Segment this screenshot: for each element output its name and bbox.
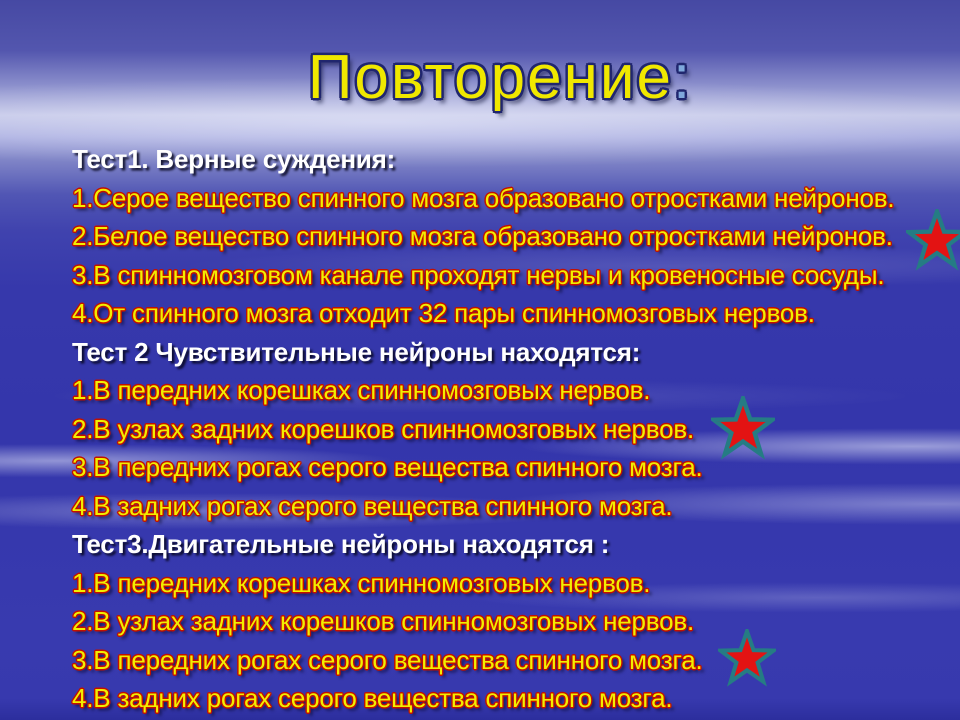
list-item: 4.От спинного мозга отходит 32 пары спинномозговых нервов. (72, 298, 815, 328)
list-item: 1.В передних корешках спинномозговых нервов. (72, 567, 651, 598)
list-item: 4.В задних рогах серого вещества спинного мозга. (72, 490, 673, 521)
section-header-test3: Тест3.Двигательные нейроны находятся : (72, 529, 610, 559)
slide-title-text: Повторение (307, 43, 673, 112)
list-item: 2.В узлах задних корешков спинномозговых нервов. (72, 606, 694, 636)
star-icon (906, 209, 960, 271)
list-item: 3.В спинномозговом канале проходят нервы и кровеносные сосуды. (72, 259, 885, 290)
slide-title (20, 42, 960, 113)
list-item: 1.В передних корешках спинномозговых нервов. (72, 375, 651, 405)
section-header-test1: Тест1. Верные суждения: (72, 144, 396, 174)
list-item: 3.В передних рогах серого вещества спинного мозга. (72, 452, 703, 482)
list-item: 1.Серое вещество спинного мозга образовано отростками нейронов. (72, 182, 895, 213)
slide-title-colon: : (672, 43, 693, 112)
list-item: 4.В задних рогах серого вещества спинного мозга. (72, 683, 673, 713)
list-item: 2.В узлах задних корешков спинномозговых нервов. (72, 413, 694, 444)
list-item: 2.Белое вещество спинного мозга образовано отростками нейронов. (72, 221, 893, 251)
star-icon (718, 629, 776, 687)
list-item: 3.В передних рогах серого вещества спинного мозга. (72, 644, 703, 675)
star-icon (711, 396, 775, 460)
test-questions-list (72, 140, 952, 718)
section-header-test2: Тест 2 Чувствительные нейроны находятся: (72, 336, 641, 367)
